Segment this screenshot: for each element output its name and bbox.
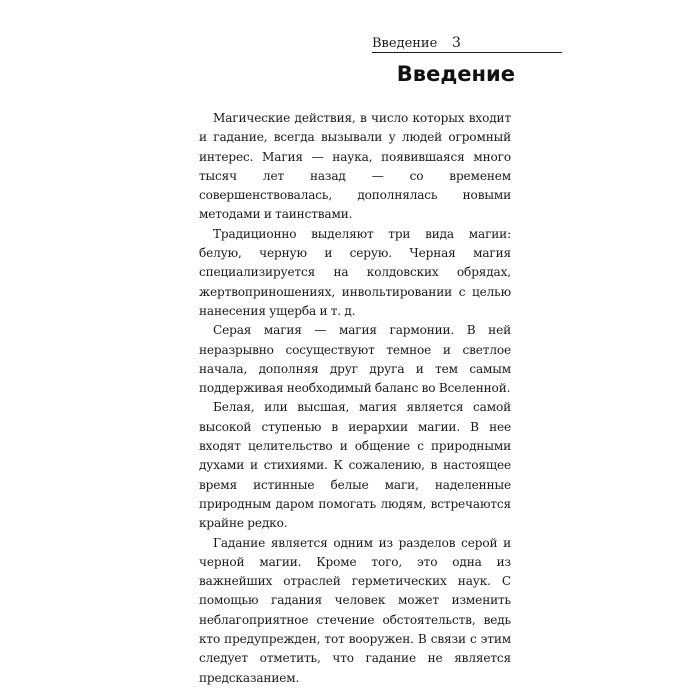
paragraph-4: Белая, или высшая, магия является самой высокой ступенью в иерархии магии. В нее входят целительство и общение с природными духами и стихиями. К сожалению, в настоящее время истинные белые маги, наделенные природным даром помогать людям, встречаются крайне редко. [199,400,511,531]
running-head-title: Введение [372,36,438,51]
running-head-rule [372,52,562,53]
chapter-title: Введение [396,62,515,86]
paragraph-2: Традиционно выделяют три вида магии: белую, черную и серую. Черная магия специализируется на колдовских обрядах, жертвоприношениях, инвольтировании с целью нанесения ущерба и т. д. [199,226,511,318]
paragraph-3: Серая магия — магия гармонии. В ней неразрывно сосуществуют темное и светлое начала, дополняя друг друга и тем самым поддерживая необходимый баланс во Вселенной. [199,323,511,396]
page-number: 3 [452,35,461,51]
running-head [372,34,562,54]
paragraph-5: Гадание является одним из разделов серой и черной магии. Кроме того, это одна из важнейших отраслей герметических наук. С помощью гадания человек может изменить неблагоприятное стечение обстоятельств, ведь кто предупрежден, тот вооружен. В связи с этим следует отметить, что гадание не является предсказанием. [199,535,511,685]
paragraph-1: Магические действия, в число которых входит и гадание, всегда вызывали у людей огромный интерес. Магия — наука, появившаяся много тысяч лет назад — со временем совершенствовалась, дополнялась новыми методами и таинствами. [199,111,511,222]
body-text [199,109,511,688]
